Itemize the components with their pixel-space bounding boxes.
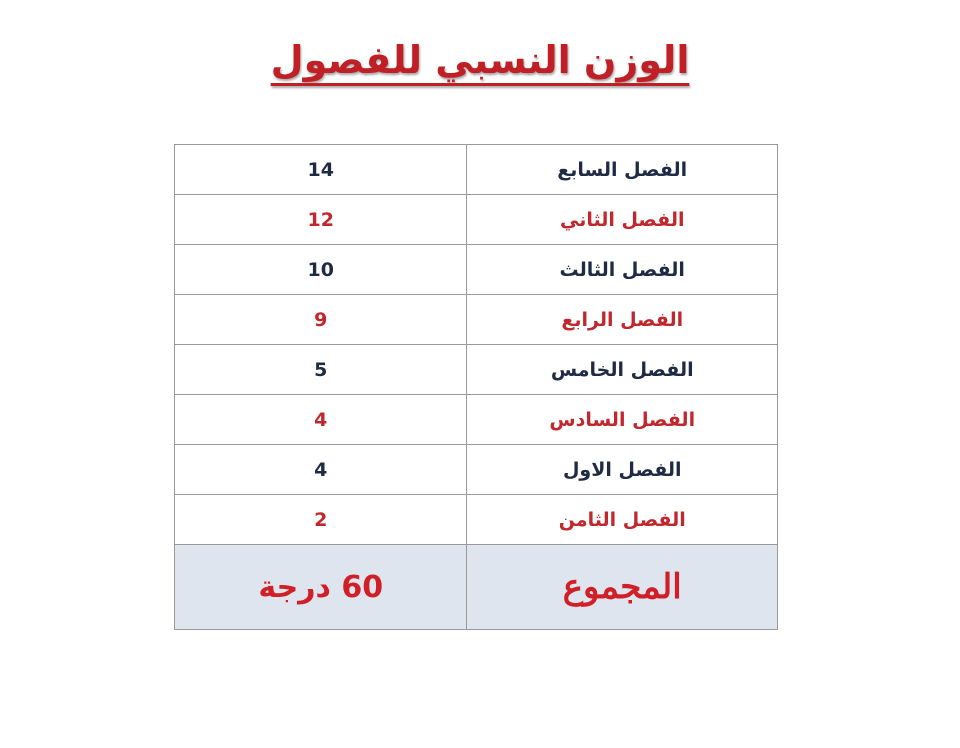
table-row [175, 445, 778, 495]
table-row [175, 145, 778, 195]
table-row [175, 495, 778, 545]
chapter-weight-cell: 2 [175, 495, 467, 545]
total-value: 60 درجة [175, 545, 467, 630]
chapter-weight-cell: 9 [175, 295, 467, 345]
table-row [175, 295, 778, 345]
chapter-weight-cell: 10 [175, 245, 467, 295]
chapter-name-cell: الفصل الثاني [467, 195, 778, 245]
table-row [175, 245, 778, 295]
total-row [175, 545, 778, 630]
chapter-weight-cell: 14 [175, 145, 467, 195]
chapter-weights-table [174, 144, 778, 630]
table-row [175, 195, 778, 245]
chapter-name-cell: الفصل الرابع [467, 295, 778, 345]
chapter-name-cell: الفصل السادس [467, 395, 778, 445]
chapter-name-cell: الفصل السابع [467, 145, 778, 195]
chapter-name-cell: الفصل الثالث [467, 245, 778, 295]
total-label: المجموع [467, 545, 778, 630]
chapter-weight-cell: 5 [175, 345, 467, 395]
chapter-name-cell: الفصل الاول [467, 445, 778, 495]
page-title-container [0, 38, 960, 82]
page-title: الوزن النسبي للفصول [270, 38, 690, 82]
table-row [175, 345, 778, 395]
chapter-weight-cell: 4 [175, 445, 467, 495]
table-row [175, 395, 778, 445]
chapter-name-cell: الفصل الثامن [467, 495, 778, 545]
chapter-weight-cell: 12 [175, 195, 467, 245]
chapter-name-cell: الفصل الخامس [467, 345, 778, 395]
chapter-weight-cell: 4 [175, 395, 467, 445]
